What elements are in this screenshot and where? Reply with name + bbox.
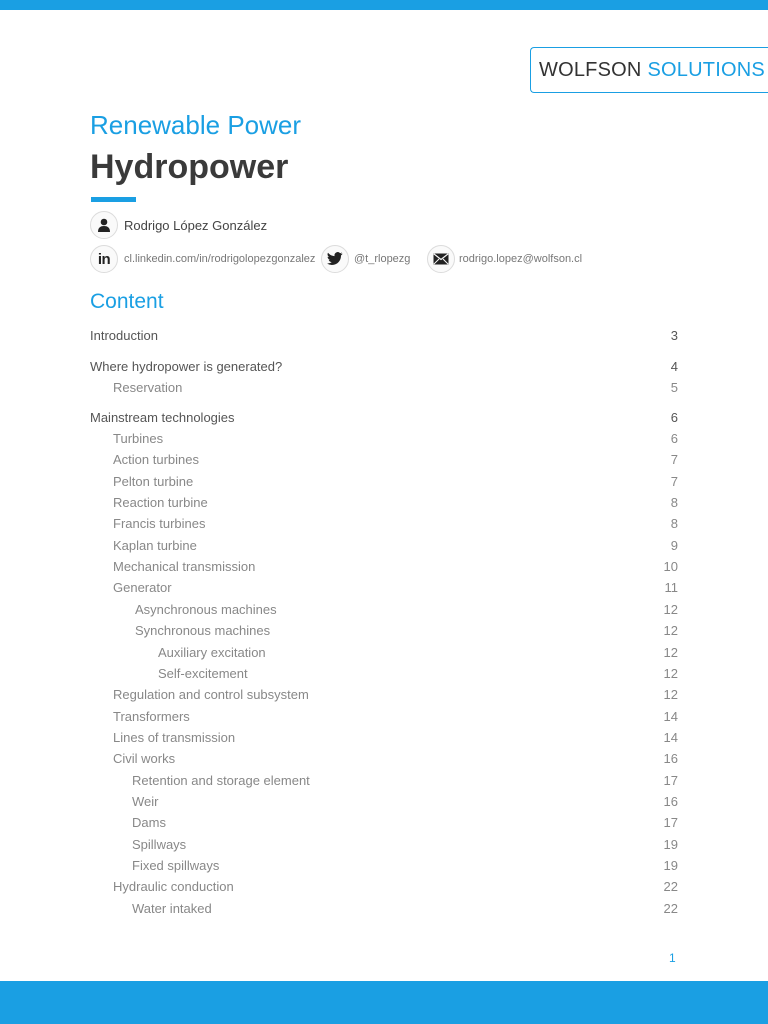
mail-icon[interactable] — [427, 245, 455, 273]
toc-entry-title: Turbines — [113, 431, 164, 446]
toc-entry-page: 14 — [663, 730, 678, 745]
toc-entry[interactable] — [113, 516, 678, 534]
toc-entry[interactable] — [113, 559, 678, 577]
toc-entry-title: Transformers — [113, 709, 190, 724]
toc-entry-title: Retention and storage element — [132, 773, 310, 788]
toc-entry[interactable] — [158, 666, 678, 684]
toc-entry[interactable] — [132, 773, 678, 791]
toc-entry[interactable] — [90, 410, 678, 428]
toc-entry-page: 11 — [664, 580, 678, 595]
toc-entry[interactable] — [113, 452, 678, 470]
toc-entry-page: 10 — [663, 559, 678, 574]
toc-entry-page: 12 — [663, 623, 678, 638]
toc-entry[interactable] — [113, 709, 678, 727]
toc-entry-page: 22 — [663, 901, 678, 916]
toc-entry[interactable] — [135, 602, 678, 620]
toc-entry-page: 7 — [670, 474, 678, 489]
toc-entry-page: 3 — [670, 328, 678, 343]
toc-entry-title: Weir — [132, 794, 159, 809]
toc-entry[interactable] — [113, 538, 678, 556]
toc-entry-title: Francis turbines — [113, 516, 206, 531]
toc-entry-page: 12 — [663, 666, 678, 681]
toc-entry-page: 8 — [670, 495, 678, 510]
toc-entry[interactable] — [132, 837, 678, 855]
toc-entry[interactable] — [132, 794, 678, 812]
toc-entry-page: 19 — [663, 858, 678, 873]
toc-entry-page: 4 — [670, 359, 678, 374]
toc-entry-title: Regulation and control subsystem — [113, 687, 309, 702]
twitter-icon[interactable] — [321, 245, 349, 273]
logo-word-wolfson: WOLFSON — [539, 58, 642, 81]
toc-entry-title: Where hydropower is generated? — [90, 359, 283, 374]
toc-entry-title: Auxiliary excitation — [158, 645, 266, 660]
toc-entry[interactable] — [132, 815, 678, 833]
toc-entry-page: 7 — [670, 452, 678, 467]
toc-entry-title: Pelton turbine — [113, 474, 194, 489]
toc-entry-title: Hydraulic conduction — [113, 879, 234, 894]
logo-word-solutions: SOLUTIONS — [647, 58, 765, 81]
toc-entry[interactable] — [113, 495, 678, 513]
toc-entry-title: Kaplan turbine — [113, 538, 197, 553]
toc-entry-title: Introduction — [90, 328, 158, 343]
toc-entry-page: 8 — [670, 516, 678, 531]
toc-entry-title: Lines of transmission — [113, 730, 236, 745]
author-name: Rodrigo López González — [124, 218, 268, 233]
document-subtitle: Renewable Power — [90, 110, 302, 140]
bottom-accent-band — [0, 981, 768, 1024]
toc-entry-page: 19 — [663, 837, 678, 852]
toc-entry[interactable] — [113, 380, 678, 398]
toc-entry-title: Water intaked — [132, 901, 212, 916]
company-logo — [530, 47, 768, 93]
toc-entry-title: Action turbines — [113, 452, 199, 467]
toc-entry-title: Self-excitement — [158, 666, 248, 681]
toc-entry-page: 12 — [663, 602, 678, 617]
toc-entry[interactable] — [113, 879, 678, 897]
toc-entry-title: Mainstream technologies — [90, 410, 235, 425]
toc-entry-page: 9 — [670, 538, 678, 553]
toc-entry-title: Synchronous machines — [135, 623, 271, 638]
toc-entry-page: 12 — [663, 687, 678, 702]
toc-entry-title: Generator — [113, 580, 172, 595]
toc-entry-page: 17 — [663, 815, 678, 830]
document-title: Hydropower — [90, 148, 289, 186]
toc-entry-title: Asynchronous machines — [135, 602, 277, 617]
toc-entry[interactable] — [113, 431, 678, 449]
toc-entry[interactable] — [113, 751, 678, 769]
toc-entry[interactable] — [113, 474, 678, 492]
toc-entry-title: Fixed spillways — [132, 858, 220, 873]
toc-entry-page: 17 — [663, 773, 678, 788]
top-accent-band — [0, 0, 768, 10]
toc-entry-title: Spillways — [132, 837, 187, 852]
toc-entry-title: Dams — [132, 815, 166, 830]
toc-entry-page: 5 — [670, 380, 678, 395]
twitter-handle[interactable]: @t_rlopezg — [354, 253, 411, 265]
page-number: 1 — [669, 951, 676, 965]
toc-entry-title: Civil works — [113, 751, 176, 766]
toc-entry[interactable] — [158, 645, 678, 663]
toc-entry[interactable] — [135, 623, 678, 641]
toc-entry-page: 6 — [670, 410, 678, 425]
toc-entry[interactable] — [132, 901, 678, 919]
person-icon — [90, 211, 118, 239]
toc-entry-page: 16 — [663, 751, 678, 766]
toc-entry-page: 6 — [670, 431, 678, 446]
toc-entry[interactable] — [90, 328, 678, 346]
toc-entry-title: Reaction turbine — [113, 495, 208, 510]
toc-entry-title: Reservation — [113, 380, 183, 395]
toc-entry-page: 22 — [663, 879, 678, 894]
toc-entry[interactable] — [113, 687, 678, 705]
toc-entry[interactable] — [90, 359, 678, 377]
toc-entry[interactable] — [132, 858, 678, 876]
toc-entry-title: Mechanical transmission — [113, 559, 256, 574]
toc-entry[interactable] — [113, 580, 678, 598]
toc-entry-page: 14 — [663, 709, 678, 724]
linkedin-link[interactable]: cl.linkedin.com/in/rodrigolopezgonzalez — [124, 253, 316, 265]
toc-entry-page: 12 — [663, 645, 678, 660]
toc-heading: Content — [90, 290, 164, 313]
email-link[interactable]: rodrigo.lopez@wolfson.cl — [459, 253, 583, 265]
title-underline — [91, 197, 136, 202]
toc-entry-page: 16 — [663, 794, 678, 809]
linkedin-icon[interactable]: in — [90, 245, 118, 273]
toc-entry[interactable] — [113, 730, 678, 748]
